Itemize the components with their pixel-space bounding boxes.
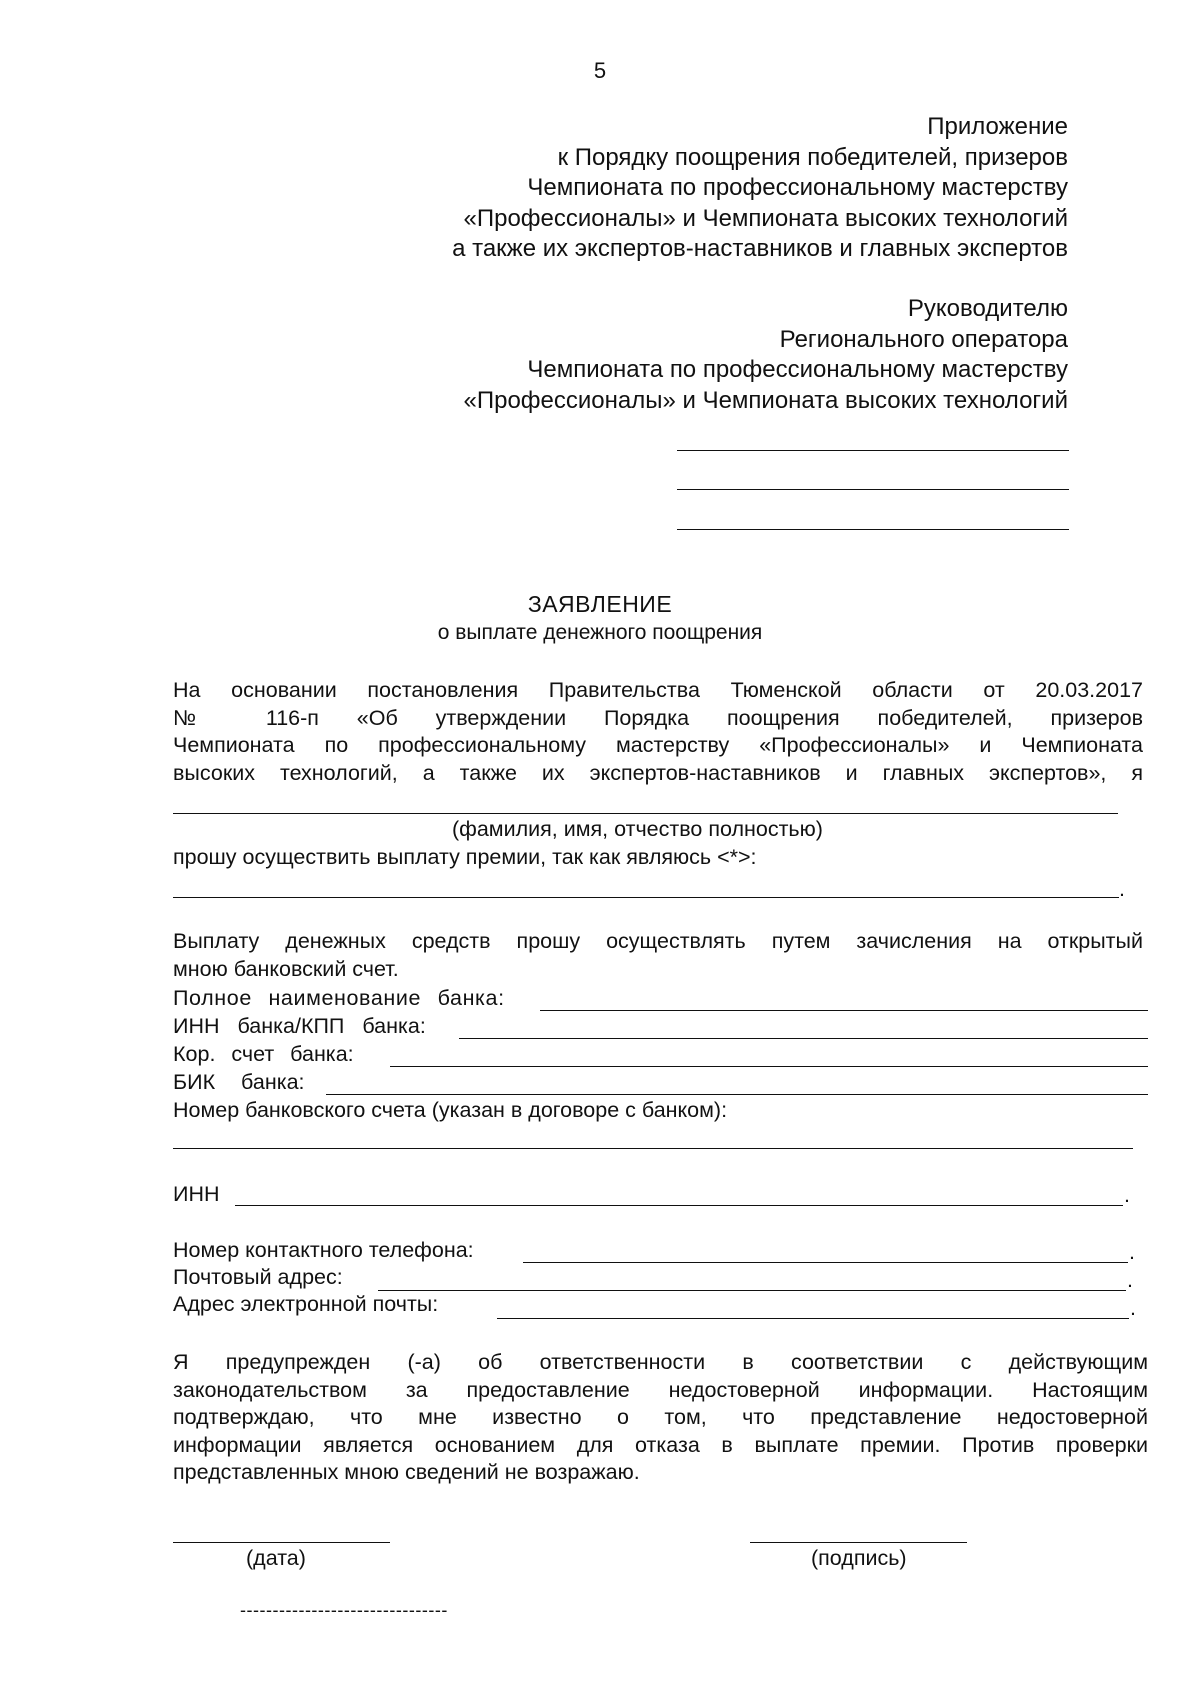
date-input-line[interactable] (173, 1542, 390, 1543)
footnote-separator: -------------------------------- (240, 1600, 448, 1620)
date-caption: (дата) (246, 1546, 306, 1570)
addressee-line: Чемпионата по профессиональному мастерству (527, 356, 1068, 383)
document-subtitle: о выплате денежного поощрения (437, 621, 763, 644)
corr-account-input-line[interactable] (390, 1066, 1148, 1067)
page-number: 5 (593, 58, 607, 83)
fio-input-line[interactable] (173, 813, 1118, 814)
status-input-line[interactable] (173, 897, 1119, 898)
addressee-blank-line[interactable] (677, 489, 1069, 490)
appendix-line: «Профессионалы» и Чемпионата высоких технологий (463, 204, 1068, 232)
signature-input-line[interactable] (750, 1542, 967, 1543)
warning-line: информации является основанием для отказа в выплате премии. Против проверки (173, 1432, 1148, 1457)
email-input-line[interactable] (497, 1318, 1129, 1319)
signature-caption: (подпись) (811, 1546, 907, 1570)
phone-input-line[interactable] (523, 1262, 1128, 1263)
addressee-block (464, 294, 1069, 416)
appendix-line: а также их экспертов-наставников и главных экспертов (452, 235, 1068, 262)
inn-label: ИНН (173, 1182, 220, 1206)
warning-paragraph (173, 1349, 1148, 1487)
addressee-line: Руководителю (907, 295, 1068, 322)
bank-name-label-text: Полное наименование банка: (173, 986, 505, 1010)
email-label: Адрес электронной почты: (173, 1292, 439, 1316)
request-line: прошу осуществить выплату премии, так как являюсь <*>: (173, 845, 757, 869)
postal-period: . (1127, 1268, 1133, 1292)
bank-name-label (173, 984, 543, 1012)
warning-line: представленных мною сведений не возражаю. (173, 1460, 640, 1485)
appendix-line: Приложение (927, 113, 1068, 140)
appendix-line: Чемпионата по профессиональному мастерству (527, 174, 1068, 201)
bank-inn-input-line[interactable] (459, 1038, 1148, 1039)
bank-inn-label-text: ИНН банка/КПП банка: (173, 1014, 426, 1038)
corr-account-label-text: Кор. счет банка: (173, 1042, 354, 1066)
addressee-line: «Профессионалы» и Чемпионата высоких технологий (463, 386, 1068, 414)
intro-line: высоких технологий, а также их экспертов-наставников и главных экспертов», я (173, 760, 1143, 785)
status-period: . (1119, 877, 1125, 901)
payment-line: Выплату денежных средств прошу осуществлять путем зачисления на открытый (173, 929, 1143, 953)
warning-line: законодательством за предоставление недостоверной информации. Настоящим (173, 1377, 1148, 1402)
bik-label (173, 1068, 305, 1096)
addressee-blank-line[interactable] (677, 450, 1069, 451)
bank-name-input-line[interactable] (540, 1010, 1148, 1011)
corr-account-label (173, 1040, 354, 1068)
payment-line: мною банковский счет. (173, 956, 399, 981)
postal-label: Почтовый адрес: (173, 1265, 343, 1289)
bik-input-line[interactable] (326, 1094, 1148, 1095)
intro-line: № 116-п «Об утверждении Порядка поощрения победителей, призеров (173, 705, 1143, 730)
addressee-line: Регионального оператора (779, 325, 1068, 353)
inn-input-line[interactable] (235, 1205, 1123, 1206)
email-period: . (1130, 1296, 1136, 1320)
account-number-label: Номер банковского счета (указан в договоре с банком): (173, 1098, 728, 1122)
warning-line: Я предупрежден (-а) об ответственности в соответствии с действующим (173, 1350, 1148, 1374)
intro-line: На основании постановления Правительства Тюменской области от 20.03.2017 (173, 678, 1143, 702)
appendix-header (452, 112, 1068, 265)
phone-period: . (1129, 1240, 1135, 1264)
bik-label-text: БИК банка: (173, 1070, 305, 1094)
intro-line: Чемпионата по профессиональному мастерству «Профессионалы» и Чемпионата (173, 733, 1143, 758)
intro-paragraph (173, 677, 1143, 787)
addressee-blank-line[interactable] (677, 529, 1069, 530)
postal-input-line[interactable] (378, 1290, 1126, 1291)
appendix-line: к Порядку поощрения победителей, призеров (557, 143, 1068, 171)
payment-paragraph (173, 928, 1143, 983)
document-title: ЗАЯВЛЕНИЕ (527, 591, 673, 617)
bank-inn-label (173, 1012, 426, 1040)
fio-caption: (фамилия, имя, отчество полностью) (452, 817, 823, 841)
inn-period: . (1124, 1183, 1130, 1207)
account-number-input-line[interactable] (173, 1148, 1133, 1149)
warning-line: подтверждаю, что мне известно о том, что представление недостоверной (173, 1405, 1148, 1430)
phone-label: Номер контактного телефона: (173, 1238, 474, 1262)
